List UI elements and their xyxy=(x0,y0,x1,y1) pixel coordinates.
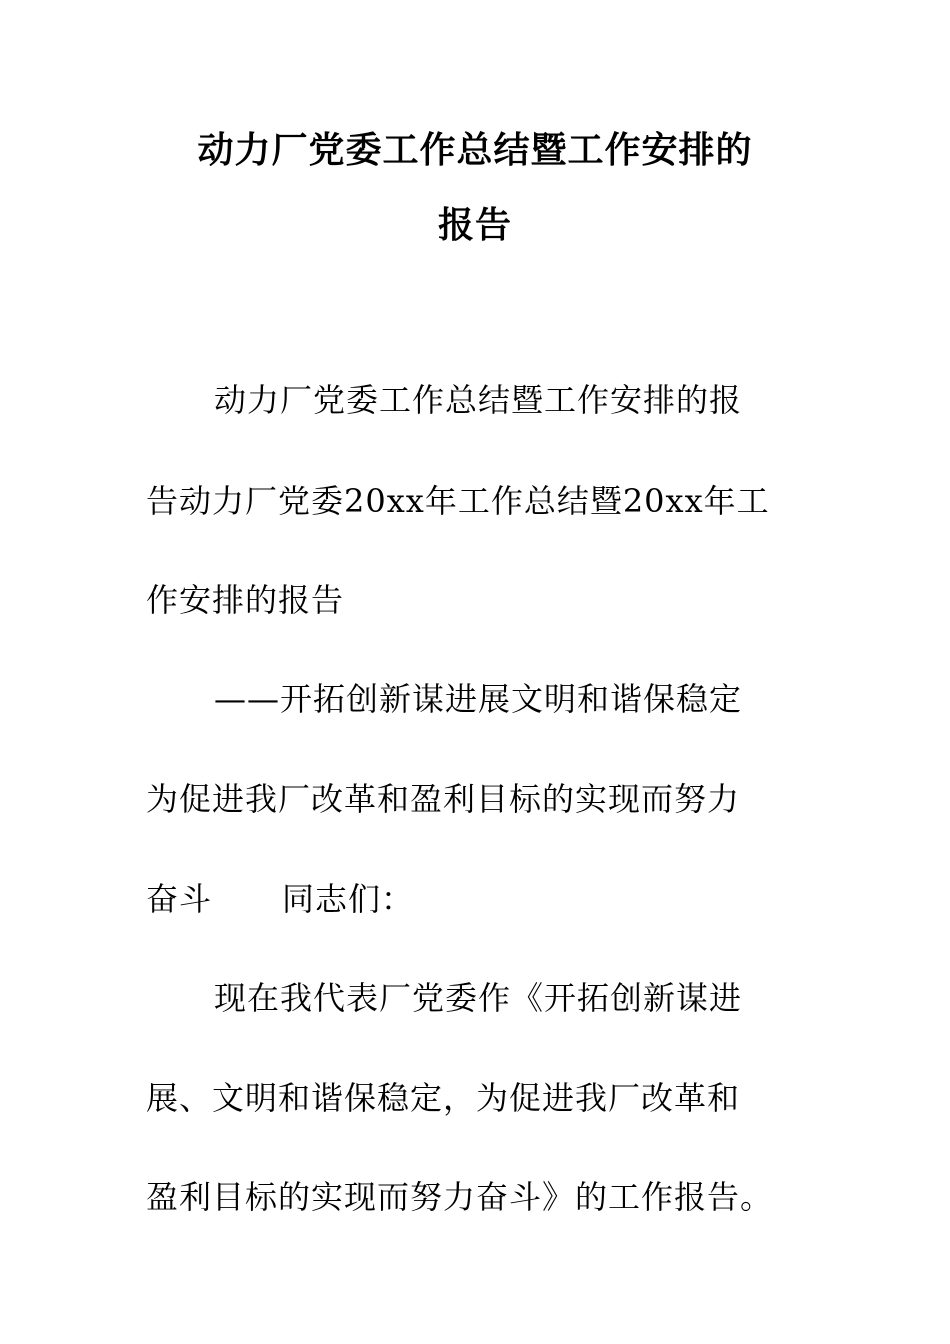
body-line-1: 动力厂党委工作总结暨工作安排的报 xyxy=(214,381,743,419)
subtitle-line-1: ——开拓创新谋进展文明和谐保稳定 xyxy=(214,680,743,718)
salutation: 同志们： xyxy=(282,880,415,918)
body-line-3: 作安排的报告 xyxy=(146,581,345,619)
paragraph-line-2: 展、文明和谐保稳定，为促进我厂改革和 xyxy=(146,1079,741,1117)
subtitle-line-2: 为促进我厂改革和盈利目标的实现而努力 xyxy=(146,780,741,818)
subtitle-line-3 xyxy=(146,879,414,919)
subtitle-end-text: 奋斗 xyxy=(146,880,213,918)
body-line-2: 告动力厂党委20xx年工作总结暨20xx年工 xyxy=(146,482,770,520)
paragraph-line-3: 盈利目标的实现而努力奋斗》的工作报告。 xyxy=(146,1178,774,1216)
document-title-line-2: 报告 xyxy=(437,205,512,246)
paragraph-line-1: 现在我代表厂党委作《开拓创新谋进 xyxy=(214,979,743,1017)
document-title-line-1: 动力厂党委工作总结暨工作安排的 xyxy=(197,130,753,171)
